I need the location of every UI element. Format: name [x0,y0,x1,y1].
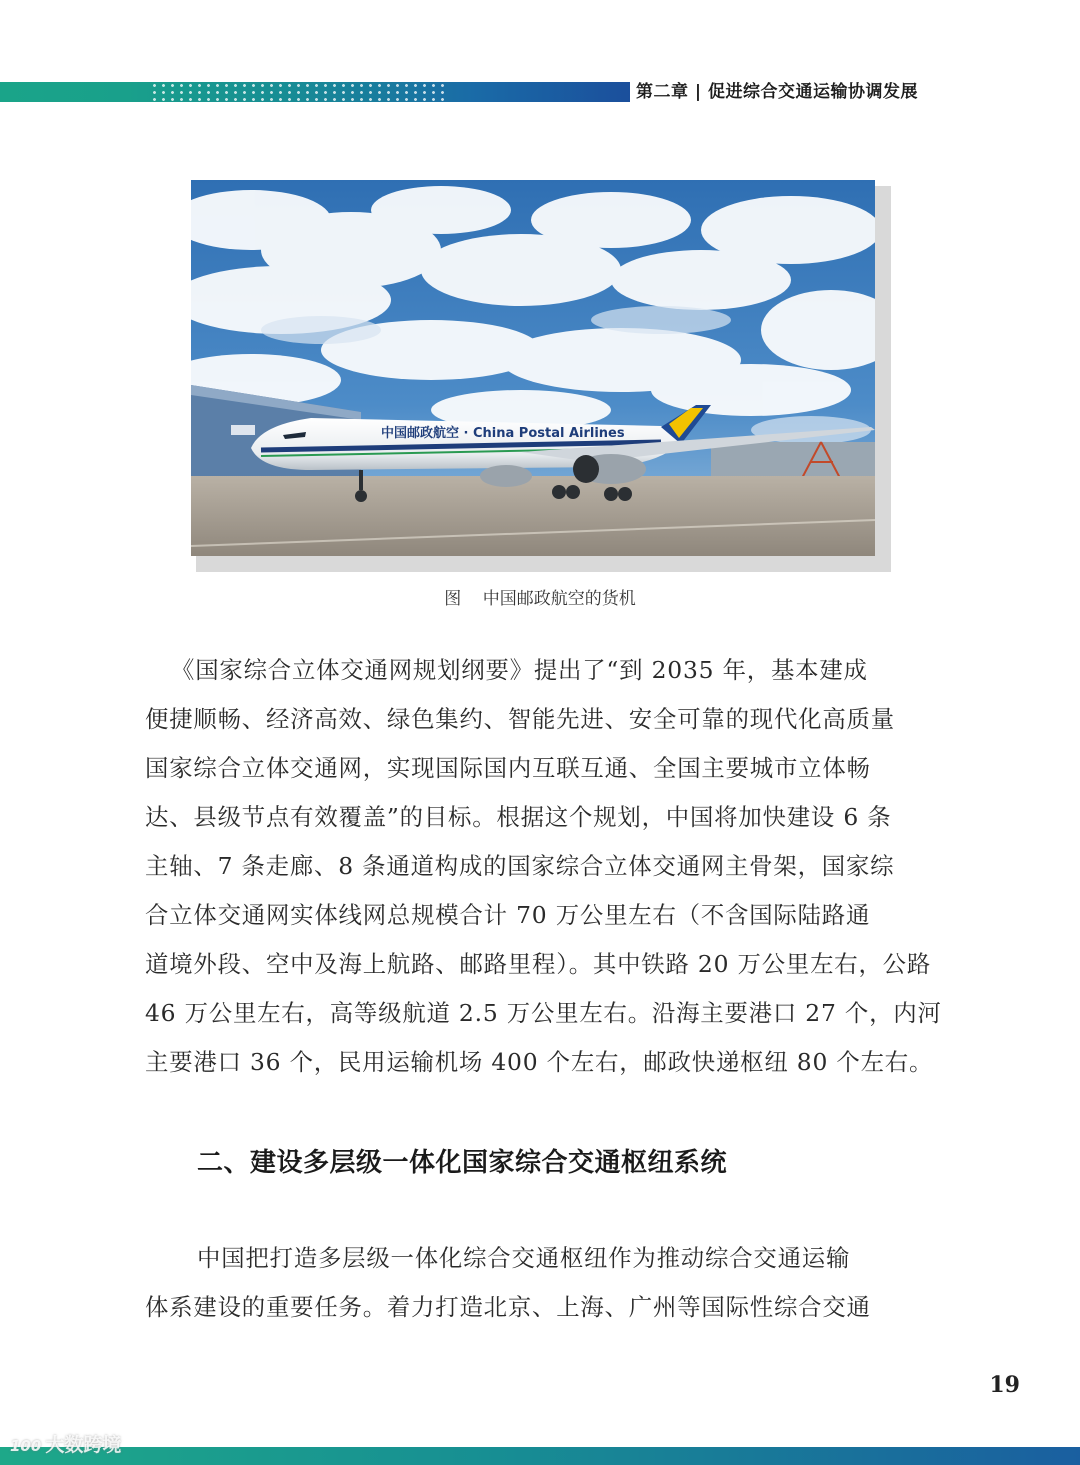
paragraph-line: 《国家综合立体交通网规划纲要》提出了“到 2035 年，基本建成 [171,656,868,684]
paragraph-line: 体系建设的重要任务。着力打造北京、上海、广州等国际性综合交通 [145,1293,871,1321]
body-paragraph-1 [145,646,942,1087]
cargo-plane-photo [191,180,875,556]
paragraph-line: 达、县级节点有效覆盖”的目标。根据这个规划，中国将加快建设 6 条 [145,803,892,831]
body-paragraph-2 [145,1234,935,1332]
paragraph-line: 46 万公里左右，高等级航道 2.5 万公里左右。沿海主要港口 27 个，内河 [145,999,942,1027]
paragraph-line: 主轴、7 条走廊、8 条通道构成的国家综合立体交通网主骨架，国家综 [145,852,895,880]
paragraph-line: 主要港口 36 个，民用运输机场 400 个左右，邮政快递枢纽 80 个左右。 [145,1048,934,1076]
paragraph-line: 便捷顺畅、经济高效、绿色集约、智能先进、安全可靠的现代化高质量 [145,705,895,733]
footer-band [0,1447,1080,1465]
page-number: 19 [989,1372,1020,1398]
chapter-title: 第二章 | 促进综合交通运输协调发展 [636,82,919,102]
watermark-logo: 100 [10,1437,42,1455]
figure-caption: 图 中国邮政航空的货机 [444,589,636,609]
paragraph-line: 合立体交通网实体线网总规模合计 70 万公里左右（不含国际陆路通 [145,901,871,929]
header-dot-pattern [150,82,450,102]
section-heading: 二、建设多层级一体化国家综合交通枢纽系统 [197,1148,728,1178]
paragraph-line: 中国把打造多层级一体化综合交通枢纽作为推动综合交通运输 [197,1244,851,1272]
paragraph-line: 国家综合立体交通网，实现国际国内互联互通、全国主要城市立体畅 [145,754,871,782]
paragraph-line: 道境外段、空中及海上航路、邮路里程）。其中铁路 20 万公里左右，公路 [145,950,932,978]
watermark-text: 大数跨境 [45,1434,122,1456]
aircraft-livery-text: 中国邮政航空 · China Postal Airlines [381,426,625,441]
watermark [10,1433,121,1457]
